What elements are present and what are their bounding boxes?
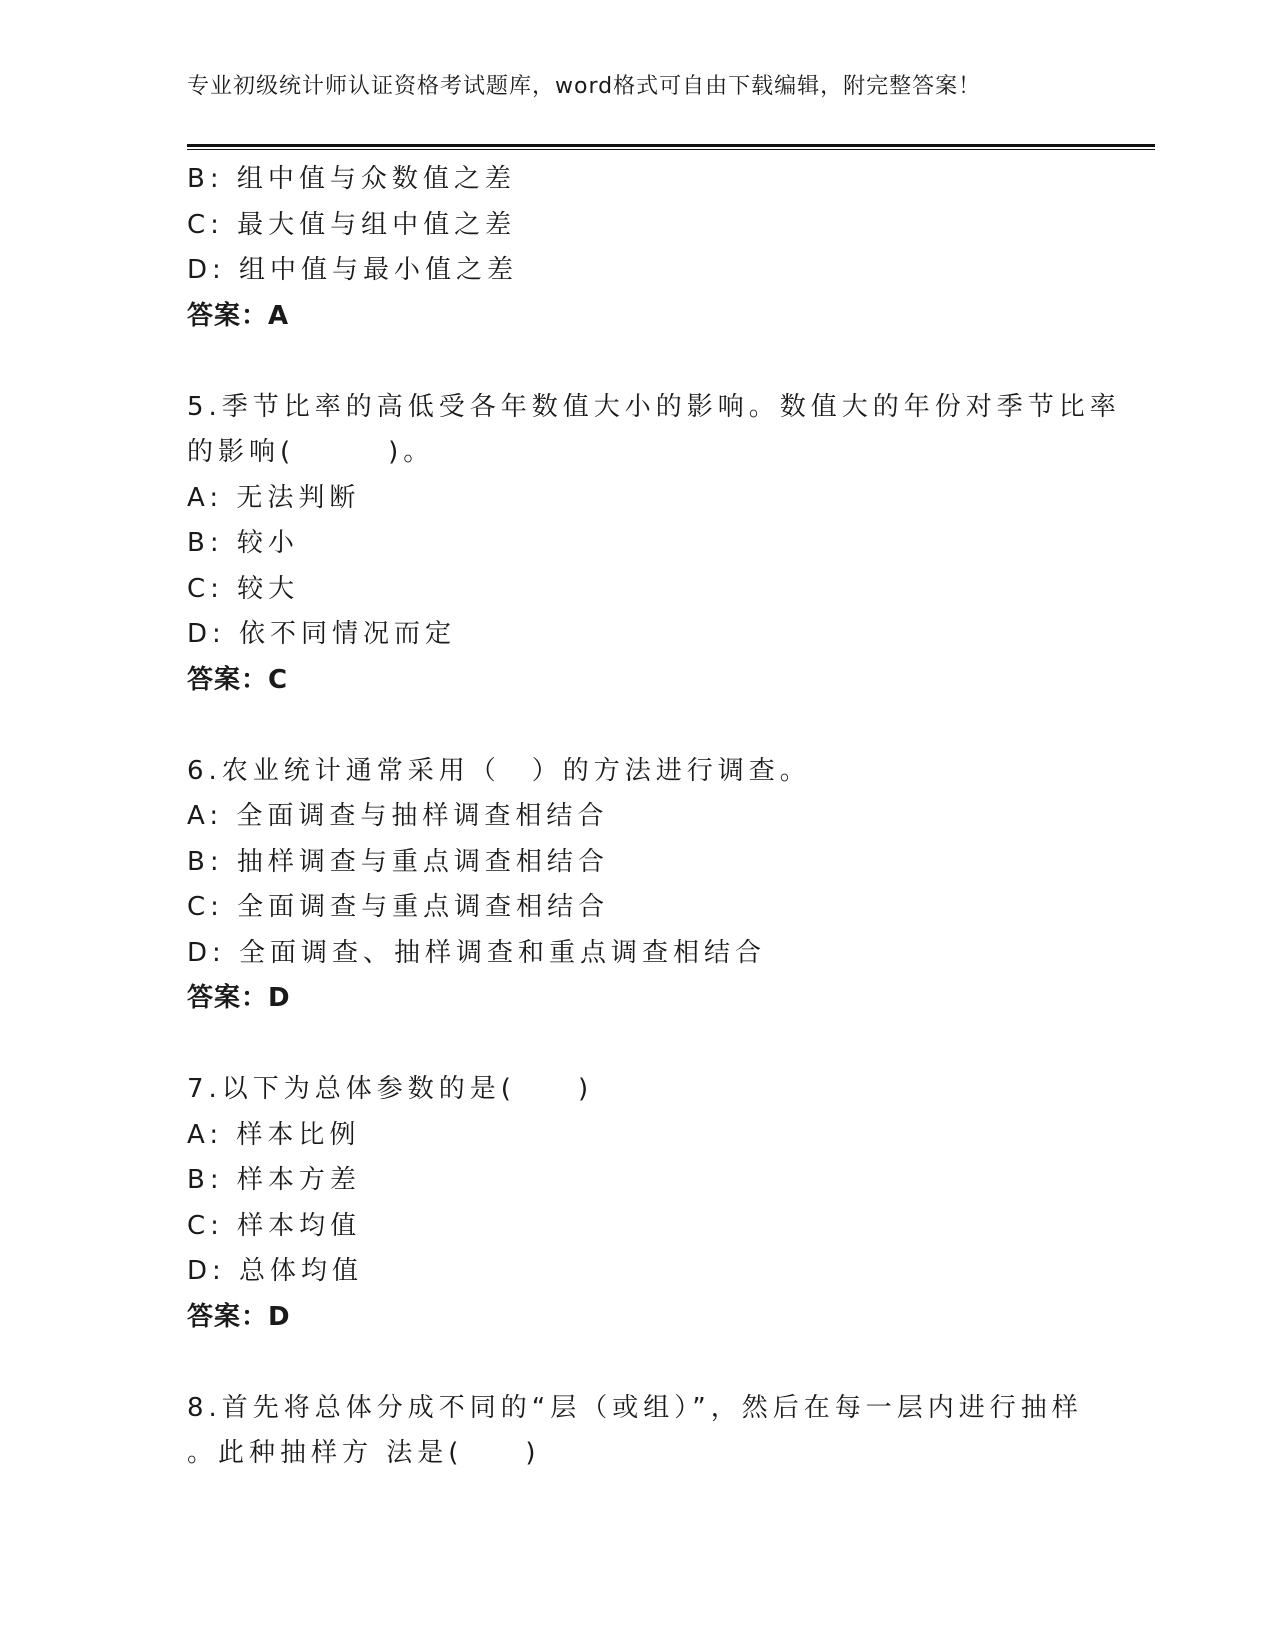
question-stem-line: 6.农业统计通常采用（ ）的方法进行调查。 (187, 755, 811, 786)
question-stem-line: 7.以下为总体参数的是( ) (187, 1074, 594, 1104)
option-c: C: 样本均值 (187, 1210, 362, 1241)
header-divider-thin (187, 149, 1155, 150)
option-d: D: 总体均值 (187, 1256, 364, 1286)
option-b: B: 较小 (187, 528, 299, 558)
question-gap (187, 1022, 1087, 1068)
answer-line: 答案：C (187, 664, 289, 695)
answer-line: 答案：D (187, 983, 291, 1013)
question-content (187, 157, 1121, 1477)
answer-line: 答案：D (187, 1301, 291, 1332)
page-header: 专业初级统计师认证资格考试题库，word格式可自由下载编辑，附完整答案！ (187, 74, 982, 99)
option-d: D: 全面调查、抽样调查和重点调查相结合 (187, 937, 767, 968)
option-a: A: 样本比例 (187, 1119, 361, 1150)
question-stem-line: 8.首先将总体分成不同的“层（或组）”，然后在每一层内进行抽样 (187, 1392, 1083, 1423)
question-gap (187, 1340, 1087, 1386)
question-stem-line: 的影响( )。 (187, 437, 435, 467)
answer-line: 答案：A (187, 300, 290, 331)
option-b: B: 组中值与众数值之差 (187, 164, 516, 194)
option-a: A: 无法判断 (187, 482, 361, 513)
question-gap (187, 703, 1087, 749)
question-block-8 (187, 1386, 1087, 1477)
option-b: B: 抽样调查与重点调查相结合 (187, 846, 609, 877)
option-d: D: 依不同情况而定 (187, 619, 457, 649)
question-gap (187, 339, 1087, 385)
option-d: D: 组中值与最小值之差 (187, 255, 519, 285)
question-block-4 (187, 157, 1087, 339)
header-divider-thick (187, 144, 1155, 147)
question-block-6 (187, 749, 1087, 1022)
question-stem-line: 5.季节比率的高低受各年数值大小的影响。数值大的年份对季节比率 (187, 391, 1121, 422)
option-c: C: 较大 (187, 573, 300, 604)
option-a: A: 全面调查与抽样调查相结合 (187, 801, 609, 831)
option-c: C: 全面调查与重点调查相结合 (187, 892, 610, 922)
question-block-7 (187, 1067, 1087, 1340)
option-c: C: 最大值与组中值之差 (187, 209, 517, 240)
question-block-5 (187, 385, 1121, 704)
option-b: B: 样本方差 (187, 1165, 361, 1195)
question-stem-line: 。此种抽样方 法是( ) (187, 1438, 541, 1468)
